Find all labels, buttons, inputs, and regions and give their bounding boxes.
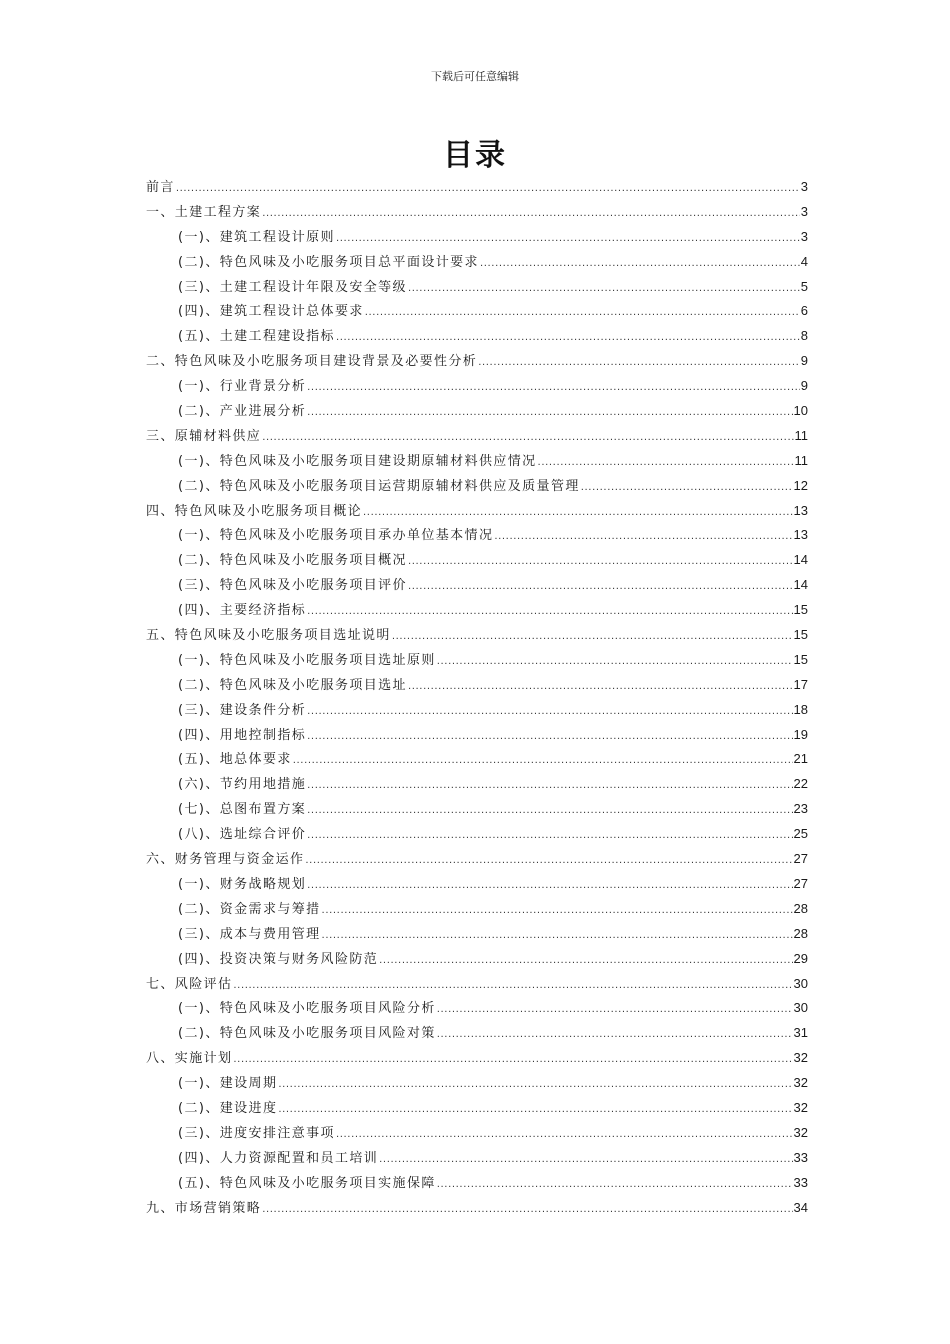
toc-entry[interactable] <box>146 1196 808 1221</box>
toc-entry[interactable] <box>146 225 808 250</box>
toc-entry-page: 13 <box>793 502 808 518</box>
toc-dot-leader <box>262 426 793 451</box>
toc-entry[interactable] <box>146 299 808 324</box>
toc-entry-title: (二)、资金需求与筹措 <box>178 901 321 917</box>
toc-entry-title: (一)、特色风味及小吃服务项目选址原则 <box>178 652 436 668</box>
toc-entry[interactable] <box>146 424 808 449</box>
toc-entry[interactable] <box>146 499 808 524</box>
toc-entry-page: 12 <box>793 477 808 493</box>
toc-entry[interactable] <box>146 374 808 399</box>
toc-entry[interactable] <box>146 1021 808 1046</box>
toc-dot-leader <box>176 177 800 202</box>
toc-entry[interactable] <box>146 175 808 200</box>
toc-entry[interactable] <box>146 250 808 275</box>
toc-dot-leader <box>408 575 793 600</box>
toc-dot-leader <box>379 949 792 974</box>
toc-entry-page: 31 <box>793 1025 808 1041</box>
toc-entry-page: 27 <box>793 875 808 891</box>
toc-dot-leader <box>293 749 793 774</box>
toc-entry-title: (二)、特色风味及小吃服务项目概况 <box>178 553 407 569</box>
toc-entry-page: 10 <box>793 403 808 419</box>
toc-entry-page: 30 <box>793 1000 808 1016</box>
toc-entry[interactable] <box>146 897 808 922</box>
toc-entry-title: 二、特色风味及小吃服务项目建设背景及必要性分析 <box>146 354 478 370</box>
toc-entry-page: 5 <box>800 278 808 294</box>
toc-entry-title: 八、实施计划 <box>146 1051 233 1067</box>
toc-entry[interactable] <box>146 747 808 772</box>
toc-dot-leader <box>538 451 794 476</box>
toc-entry[interactable] <box>146 648 808 673</box>
toc-dot-leader <box>307 700 792 725</box>
toc-entry-page: 32 <box>793 1050 808 1066</box>
toc-entry[interactable] <box>146 723 808 748</box>
toc-entry-title: 四、特色风味及小吃服务项目概论 <box>146 503 363 519</box>
toc-entry-page: 29 <box>793 950 808 966</box>
toc-entry-page: 8 <box>800 328 808 344</box>
toc-dot-leader <box>437 998 793 1023</box>
toc-entry-title: (八)、选址综合评价 <box>178 827 307 843</box>
toc-entry-page: 15 <box>793 651 808 667</box>
toc-entry-page: 17 <box>793 676 808 692</box>
table-of-contents <box>146 175 808 1220</box>
toc-entry[interactable] <box>146 673 808 698</box>
toc-entry[interactable] <box>146 1171 808 1196</box>
toc-entry[interactable] <box>146 399 808 424</box>
toc-dot-leader <box>278 1073 792 1098</box>
toc-entry-page: 25 <box>793 826 808 842</box>
toc-dot-leader <box>392 625 793 650</box>
page-header-note: 下载后可任意编辑 <box>431 70 519 83</box>
toc-dot-leader <box>365 301 800 326</box>
toc-entry-title: (二)、特色风味及小吃服务项目选址 <box>178 677 407 693</box>
toc-entry[interactable] <box>146 996 808 1021</box>
toc-dot-leader <box>494 525 792 550</box>
toc-entry-title: (四)、投资决策与财务风险防范 <box>178 951 379 967</box>
toc-entry[interactable] <box>146 872 808 897</box>
toc-entry-page: 28 <box>793 900 808 916</box>
toc-entry[interactable] <box>146 847 808 872</box>
toc-entry-page: 19 <box>793 726 808 742</box>
toc-entry-title: (一)、特色风味及小吃服务项目建设期原辅材料供应情况 <box>178 453 537 469</box>
toc-entry-title: 五、特色风味及小吃服务项目选址说明 <box>146 628 391 644</box>
toc-dot-leader <box>278 1098 792 1123</box>
toc-entry-page: 9 <box>800 353 808 369</box>
toc-entry-page: 30 <box>793 975 808 991</box>
toc-entry-title: (一)、建设周期 <box>178 1076 278 1092</box>
toc-entry-title: 三、原辅材料供应 <box>146 428 262 444</box>
toc-entry-title: 九、市场营销策略 <box>146 1200 262 1216</box>
toc-dot-leader <box>307 725 792 750</box>
toc-entry[interactable] <box>146 922 808 947</box>
toc-entry-title: (四)、人力资源配置和员工培训 <box>178 1150 379 1166</box>
toc-entry[interactable] <box>146 573 808 598</box>
toc-entry[interactable] <box>146 523 808 548</box>
toc-entry-page: 3 <box>800 203 808 219</box>
toc-entry-page: 18 <box>793 701 808 717</box>
toc-dot-leader <box>336 326 800 351</box>
toc-entry[interactable] <box>146 1121 808 1146</box>
toc-dot-leader <box>307 401 792 426</box>
toc-entry-title: (五)、土建工程建设指标 <box>178 329 335 345</box>
toc-entry-page: 23 <box>793 801 808 817</box>
toc-entry-page: 15 <box>793 602 808 618</box>
toc-entry-page: 4 <box>800 253 808 269</box>
toc-dot-leader <box>322 924 793 949</box>
toc-entry-page: 11 <box>794 452 808 468</box>
toc-dot-leader <box>437 1173 793 1198</box>
toc-entry-title: 六、财务管理与资金运作 <box>146 852 305 868</box>
toc-entry-page: 3 <box>800 179 808 194</box>
toc-dot-leader <box>307 376 800 401</box>
toc-entry-title: 一、土建工程方案 <box>146 204 262 220</box>
toc-dot-leader <box>480 252 800 277</box>
toc-entry-title: (三)、建设条件分析 <box>178 702 307 718</box>
toc-dot-leader <box>437 650 793 675</box>
toc-entry[interactable] <box>146 324 808 349</box>
toc-entry-title: (三)、土建工程设计年限及安全等级 <box>178 279 407 295</box>
toc-dot-leader <box>363 501 793 526</box>
toc-entry-page: 14 <box>793 577 808 593</box>
toc-entry[interactable] <box>146 474 808 499</box>
toc-dot-leader <box>307 774 792 799</box>
toc-entry-title: (一)、特色风味及小吃服务项目承办单位基本情况 <box>178 528 494 544</box>
toc-entry-title: 七、风险评估 <box>146 976 233 992</box>
toc-dot-leader <box>408 277 800 302</box>
toc-entry-page: 32 <box>793 1099 808 1115</box>
toc-entry-page: 3 <box>800 228 808 244</box>
toc-entry-page: 32 <box>793 1124 808 1140</box>
toc-entry-title: (三)、进度安排注意事项 <box>178 1125 335 1141</box>
toc-entry-title: (二)、产业进展分析 <box>178 404 307 420</box>
toc-dot-leader <box>262 1198 792 1223</box>
toc-dot-leader <box>307 874 792 899</box>
toc-entry-page: 6 <box>800 303 808 319</box>
toc-entry-title: (一)、行业背景分析 <box>178 379 307 395</box>
toc-entry[interactable] <box>146 1071 808 1096</box>
toc-entry-title: (二)、建设进度 <box>178 1100 278 1116</box>
toc-entry-title: (六)、节约用地措施 <box>178 777 307 793</box>
toc-entry-title: (三)、特色风味及小吃服务项目评价 <box>178 578 407 594</box>
toc-entry[interactable] <box>146 1046 808 1071</box>
toc-entry-page: 21 <box>793 751 808 767</box>
toc-entry[interactable] <box>146 772 808 797</box>
toc-entry[interactable] <box>146 698 808 723</box>
toc-dot-leader <box>581 476 793 501</box>
toc-entry-page: 33 <box>793 1149 808 1165</box>
toc-dot-leader <box>478 351 800 376</box>
toc-entry-page: 14 <box>793 552 808 568</box>
toc-entry-title: (四)、建筑工程设计总体要求 <box>178 304 364 320</box>
toc-entry-title: (五)、特色风味及小吃服务项目实施保障 <box>178 1175 436 1191</box>
toc-entry-title: (二)、特色风味及小吃服务项目总平面设计要求 <box>178 254 479 270</box>
toc-entry-title: 前言 <box>146 180 175 195</box>
toc-dot-leader <box>322 899 793 924</box>
toc-entry[interactable] <box>146 449 808 474</box>
toc-entry-page: 34 <box>793 1199 808 1215</box>
toc-entry-page: 33 <box>793 1174 808 1190</box>
toc-entry[interactable] <box>146 822 808 847</box>
toc-entry-page: 22 <box>793 776 808 792</box>
toc-entry-title: (二)、特色风味及小吃服务项目风险对策 <box>178 1026 436 1042</box>
toc-entry-title: (五)、地总体要求 <box>178 752 292 768</box>
toc-entry-page: 9 <box>800 378 808 394</box>
toc-dot-leader <box>233 1048 792 1073</box>
toc-entry-title: (一)、财务战略规划 <box>178 876 307 892</box>
toc-entry[interactable] <box>146 1096 808 1121</box>
toc-dot-leader <box>437 1023 793 1048</box>
toc-entry-page: 13 <box>793 527 808 543</box>
toc-dot-leader <box>307 824 792 849</box>
toc-entry[interactable] <box>146 797 808 822</box>
toc-entry-title: (七)、总图布置方案 <box>178 802 307 818</box>
toc-dot-leader <box>305 849 792 874</box>
toc-entry-title: (三)、成本与费用管理 <box>178 926 321 942</box>
toc-entry[interactable] <box>146 349 808 374</box>
toc-entry[interactable] <box>146 548 808 573</box>
toc-entry-page: 28 <box>793 925 808 941</box>
toc-dot-leader <box>307 600 792 625</box>
toc-entry-title: (四)、主要经济指标 <box>178 603 307 619</box>
toc-entry-page: 11 <box>794 427 808 443</box>
toc-dot-leader <box>408 675 793 700</box>
toc-dot-leader <box>379 1148 792 1173</box>
toc-dot-leader <box>233 974 792 999</box>
toc-dot-leader <box>336 227 800 252</box>
toc-entry[interactable] <box>146 623 808 648</box>
toc-dot-leader <box>336 1123 793 1148</box>
toc-entry[interactable] <box>146 972 808 997</box>
toc-entry-title: (二)、特色风味及小吃服务项目运营期原辅材料供应及质量管理 <box>178 478 580 494</box>
toc-entry-page: 27 <box>793 851 808 867</box>
toc-entry-page: 15 <box>793 627 808 643</box>
toc-entry-title: (一)、特色风味及小吃服务项目风险分析 <box>178 1001 436 1017</box>
toc-entry[interactable] <box>146 947 808 972</box>
toc-entry-title: (一)、建筑工程设计原则 <box>178 229 335 245</box>
toc-dot-leader <box>408 550 793 575</box>
toc-entry[interactable] <box>146 598 808 623</box>
toc-entry-page: 32 <box>793 1075 808 1091</box>
page-title: 目录 <box>443 138 507 173</box>
toc-entry[interactable] <box>146 200 808 225</box>
toc-dot-leader <box>262 202 800 227</box>
toc-entry-title: (四)、用地控制指标 <box>178 727 307 743</box>
toc-dot-leader <box>307 799 792 824</box>
toc-entry[interactable] <box>146 275 808 300</box>
toc-entry[interactable] <box>146 1146 808 1171</box>
